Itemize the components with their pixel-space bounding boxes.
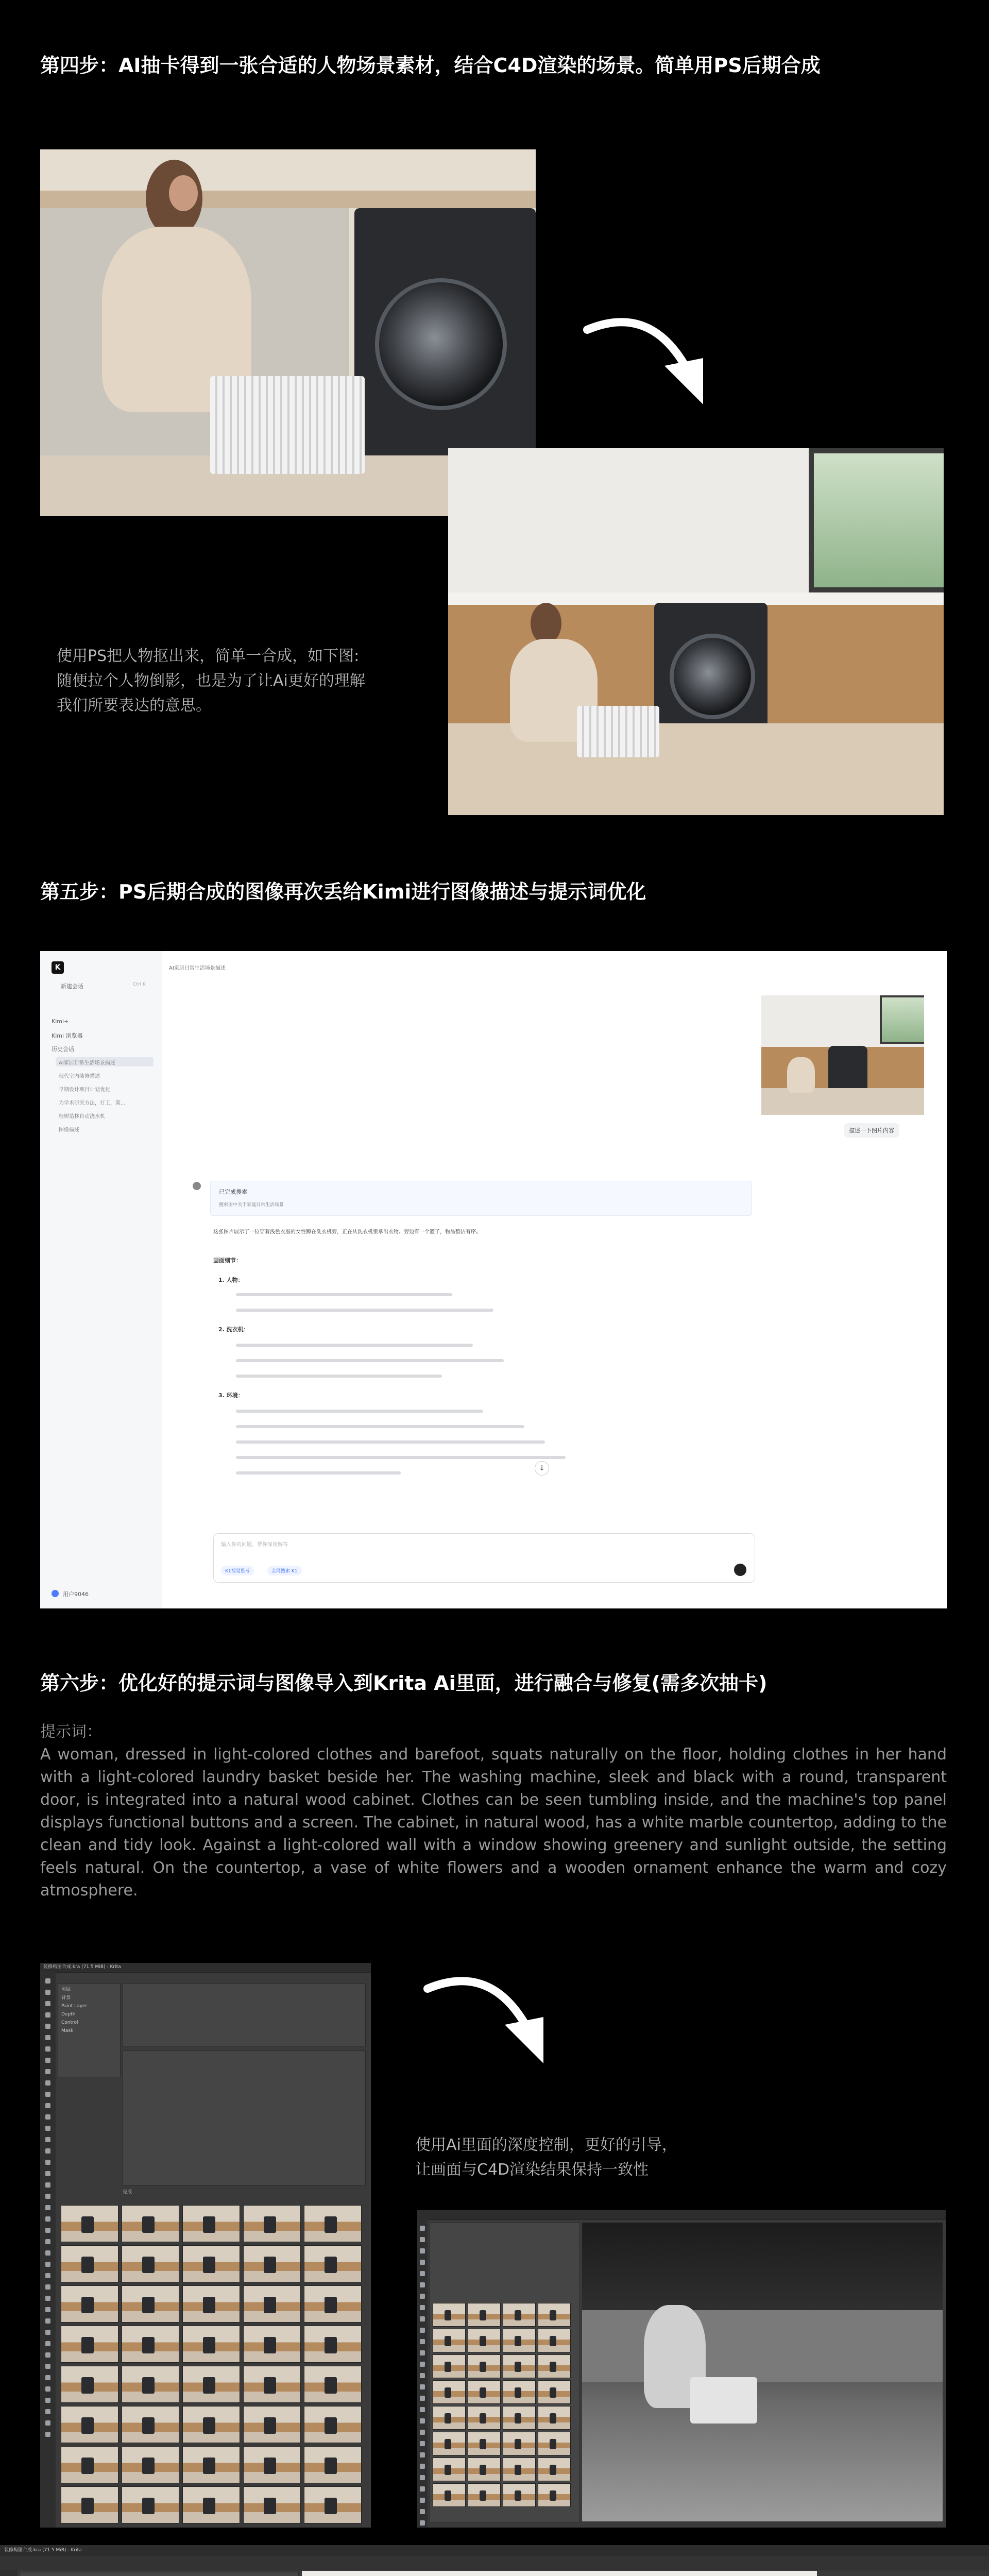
ps-composite-photo [448,448,944,815]
history-thumbnail[interactable] [503,2329,536,2352]
history-thumbnail[interactable] [243,2285,301,2323]
nav-kimi-plus[interactable]: Kimi+ [52,1018,69,1025]
prompt-panel[interactable] [123,1984,366,2046]
kimi-screenshot [40,951,947,1608]
history-thumbnail[interactable] [433,2432,466,2455]
history-thumbnail[interactable] [468,2483,501,2507]
uploaded-image[interactable] [761,995,924,1115]
tool-icon[interactable] [420,2339,425,2344]
tool-icon[interactable] [45,2160,50,2165]
history-thumbnail[interactable] [503,2406,536,2430]
tool-icon[interactable] [45,2126,50,2131]
tool-icon[interactable] [45,2046,50,2052]
history-item[interactable]: 现代室内装修描述 [59,1074,100,1079]
krita-screenshot-1 [40,1963,371,2528]
krita-menubar [40,1963,371,1973]
tool-icon[interactable] [45,2080,50,2086]
history-thumbnail[interactable] [243,2486,301,2523]
history-thumbnail[interactable] [503,2303,536,2327]
tool-icon[interactable] [420,2271,425,2276]
curved-arrow-icon [582,309,716,407]
note-line: 让画面与C4D渲染结果保持一致性 [415,2161,649,2179]
krita-screenshot-final [0,2545,989,2576]
history-thumbnail[interactable] [503,2380,536,2404]
history-thumbnail[interactable] [61,2406,118,2443]
shortcut-label: Ctrl K [133,982,146,987]
tool-icon[interactable] [420,2260,425,2265]
history-thumbnail[interactable] [122,2486,179,2523]
history-thumbnail[interactable] [182,2326,240,2363]
history-thumbnail[interactable] [538,2303,571,2327]
tool-icon[interactable] [420,2373,425,2378]
history-thumbnail[interactable] [304,2245,362,2282]
step4-note [57,644,365,718]
tool-icon[interactable] [45,2296,50,2301]
history-thumbnail[interactable] [61,2285,118,2323]
tool-icon[interactable] [420,2328,425,2333]
history-thumbnail[interactable] [182,2205,240,2242]
layer-item[interactable]: Mask [61,2028,74,2033]
history-thumbnail[interactable] [468,2380,501,2404]
tool-icon[interactable] [45,2273,50,2278]
toolbox [0,2570,18,2576]
history-thumbnail[interactable] [243,2406,301,2443]
step5-heading: 第五步：PS后期合成的图像再次丢给Kimi进行图像描述与提示词优化 [40,880,646,903]
history-thumbnail[interactable] [304,2406,362,2443]
tool-icon[interactable] [420,2396,425,2401]
tool-icon[interactable] [45,2250,50,2256]
tool-icon[interactable] [45,2432,50,2437]
history-thumbnail[interactable] [182,2446,240,2483]
history-thumbnail[interactable] [538,2483,571,2507]
item-heading: 3. 环境： [218,1392,244,1399]
history-thumbnail[interactable] [433,2483,466,2507]
history-thumbnail[interactable] [304,2285,362,2323]
history-thumbnail[interactable] [304,2326,362,2363]
kimi-avatar [193,1182,201,1190]
history-thumbnail[interactable] [433,2354,466,2378]
tool-icon[interactable] [420,2418,425,2424]
layer-item[interactable]: Control [61,2020,78,2025]
history-thumbnail[interactable] [538,2329,571,2352]
history-thumbnail[interactable] [304,2366,362,2403]
item-heading: 1. 人物： [218,1277,244,1283]
tool-icon[interactable] [45,2284,50,2290]
history-thumbnail[interactable] [182,2486,240,2523]
history-thumbnail[interactable] [468,2329,501,2352]
tool-icon[interactable] [45,2194,50,2199]
history-thumbnail[interactable] [503,2458,536,2481]
krita-menubar [417,2210,946,2220]
tool-icon[interactable] [420,2464,425,2469]
prompt-block [40,1721,947,1902]
final-render [302,2571,989,2576]
tool-icon[interactable] [420,2430,425,2435]
history-thumbnail[interactable] [243,2245,301,2282]
tool-icon[interactable] [45,2148,50,2154]
history-thumbnail[interactable] [243,2326,301,2363]
history-thumbnail[interactable] [122,2366,179,2403]
avatar[interactable] [52,1590,59,1597]
tool-icon[interactable] [420,2350,425,2355]
scroll-down-icon[interactable]: ↓ [535,1461,549,1476]
new-chat-button[interactable]: 新建会话 [61,983,83,990]
tool-icon[interactable] [45,2216,50,2222]
tool-icon[interactable] [45,2307,50,2312]
tool-icon[interactable] [45,2262,50,2267]
tool-icon[interactable] [420,2520,425,2526]
history-item[interactable]: 图像描述 [59,1127,79,1133]
tool-icon[interactable] [45,2330,50,2335]
history-thumbnail[interactable] [538,2432,571,2455]
tool-icon[interactable] [420,2407,425,2412]
note-line: 使用PS把人物抠出来，简单一合成，如下图: [57,647,360,665]
history-item[interactable]: AI家居日常生活场景描述 [59,1060,115,1066]
tool-icon[interactable] [45,2137,50,2142]
tool-icon[interactable] [420,2498,425,2503]
history-thumbnail[interactable] [538,2458,571,2481]
history-thumbnail[interactable] [122,2446,179,2483]
history-thumbnail[interactable] [122,2406,179,2443]
curved-arrow-icon [422,1968,556,2066]
tool-icon[interactable] [45,2092,50,2097]
history-item[interactable]: 植树造林自动浇水机 [59,1114,105,1120]
history-thumbnail[interactable] [468,2354,501,2378]
tool-icon[interactable] [420,2305,425,2310]
tool-icon[interactable] [45,2228,50,2233]
nav-browser[interactable]: Kimi 浏览器 [52,1032,83,1039]
search-result-card[interactable] [210,1181,752,1216]
history-thumbnail[interactable] [182,2285,240,2323]
history-thumbnail[interactable] [433,2380,466,2404]
tool-icon[interactable] [45,2420,50,2426]
history-thumbnail[interactable] [243,2366,301,2403]
history-thumbnail[interactable] [182,2406,240,2443]
history-thumbnail[interactable] [433,2458,466,2481]
history-thumbnail[interactable] [243,2446,301,2483]
web-search-toggle[interactable]: 全网搜索 K1 [267,1566,302,1575]
history-item[interactable]: 早期设计项目计划优化 [59,1087,110,1093]
history-thumbnail[interactable] [468,2406,501,2430]
history-thumbnail[interactable] [61,2486,118,2523]
tool-icon[interactable] [45,2171,50,2176]
history-thumbnail[interactable] [61,2446,118,2483]
kimi-sidebar [40,951,162,1608]
send-button[interactable] [734,1564,746,1576]
tool-icon[interactable] [45,2318,50,2324]
tool-icon[interactable] [420,2475,425,2480]
tool-icon[interactable] [45,2386,50,2392]
note-line: 使用Ai里面的深度控制，更好的引导， [415,2136,677,2154]
tool-icon[interactable] [420,2452,425,2458]
tool-icon[interactable] [45,2364,50,2369]
user-name: 用户9046 [63,1591,89,1598]
history-thumbnail[interactable] [61,2245,118,2282]
chat-input[interactable] [213,1533,755,1583]
tool-icon[interactable] [420,2509,425,2514]
step6-note [415,2133,677,2182]
tool-icon[interactable] [420,2362,425,2367]
history-thumbnail[interactable] [182,2366,240,2403]
tool-icon[interactable] [45,2239,50,2244]
prompt-text: A woman, dressed in light-colored clothes and barefoot, squats naturally on the floor, holding clothes in her hand with a light-colored laundry basket beside her. The washing machine, sleek and black with a round, transparent door, is integrated into a natural wood cabinet. Clothes can be seen tumbling inside, and the machine's top panel displays functional buttons and a screen. The cabinet, in natural wood, has a white marble countertop, adding to the clean and tidy look. Against a light-colored wall with a window showing greenery and sunlight outside, the setting feels natural. On the countertop, a vase of white flowers and a wooden ornament enhance the warm and cozy atmosphere. [40,1745,947,1900]
history-thumbnail[interactable] [538,2380,571,2404]
krita-title: 装修构图合成.kra (71.5 MiB) - Krita [4,2548,82,2553]
tool-icon[interactable] [45,1990,50,1995]
toolbox [417,2219,428,2528]
tool-icon[interactable] [420,2441,425,2446]
layer-item[interactable]: Depth [61,2012,76,2017]
history-thumbnail[interactable] [304,2446,362,2483]
tool-icon[interactable] [45,2375,50,2380]
tool-icon[interactable] [45,2069,50,2074]
history-thumbnail[interactable] [433,2406,466,2430]
history-thumbnail[interactable] [122,2285,179,2323]
tool-icon[interactable] [420,2316,425,2321]
k1-vision-toggle[interactable]: K1视觉思考 [221,1566,254,1575]
tool-icon[interactable] [420,2237,425,2242]
history-thumbnail[interactable] [304,2486,362,2523]
search-sub: 搜索图中关于家庭日常生活场景 [219,1202,284,1208]
tool-icon[interactable] [420,2282,425,2287]
tool-icon[interactable] [45,2398,50,2403]
prompt-panel[interactable] [20,2572,299,2576]
status-text: 完成 [123,2190,132,2195]
history-thumbnail[interactable] [304,2205,362,2242]
tool-icon[interactable] [45,2058,50,2063]
history-thumbnail[interactable] [122,2326,179,2363]
history-thumbnail[interactable] [538,2354,571,2378]
krita-screenshot-depth [417,2210,946,2528]
tool-icon[interactable] [45,2205,50,2210]
note-line: 我们所要表达的意思。 [57,697,211,715]
tool-icon[interactable] [45,2341,50,2346]
input-placeholder: 输入你的问题，帮你深度解答 [221,1542,288,1548]
item-heading: 2. 洗衣机： [218,1326,249,1333]
tool-icon[interactable] [45,2001,50,2006]
step6-heading: 第六步：优化好的提示词与图像导入到Krita Ai里面，进行融合与修复(需多次抽卡) [40,1672,768,1694]
tool-icon[interactable] [420,2248,425,2253]
history-thumbnail[interactable] [61,2366,118,2403]
history-thumbnail[interactable] [503,2483,536,2507]
tool-icon[interactable] [420,2486,425,2492]
tool-icon[interactable] [45,2012,50,2018]
note-line: 随便拉个人物倒影，也是为了让Ai更好的理解 [57,672,365,690]
control-panel[interactable] [123,2050,366,2185]
layers-panel [58,1984,121,2077]
step4-heading: 第四步：AI抽卡得到一张合适的人物场景素材，结合C4D渲染的场景。简单用PS后期合成 [40,54,821,77]
layer-item[interactable]: 图层 [61,1987,71,1992]
tool-icon[interactable] [45,2114,50,2120]
depth-map-canvas[interactable] [582,2223,943,2521]
chat-title: AI家居日常生活场景描述 [169,965,226,971]
history-thumbnail[interactable] [433,2329,466,2352]
history-thumbnail[interactable] [468,2458,501,2481]
history-thumbnail[interactable] [433,2303,466,2327]
tool-icon[interactable] [420,2384,425,2389]
prompt-label: 提示词： [40,1723,102,1741]
krita-menubar [0,2545,989,2557]
layer-item[interactable]: 背景 [61,1995,71,2001]
search-status: 已完成搜索 [219,1189,247,1195]
tool-icon[interactable] [420,2226,425,2231]
answer-intro: 这张图片展示了一位穿着浅色衣服的女性蹲在洗衣机旁，正在从洗衣机里拿出衣物。旁边有一个篮子，物品整洁有序。 [213,1229,481,1235]
history-thumbnail[interactable] [243,2205,301,2242]
tool-icon[interactable] [45,2182,50,2188]
krita-title: 装修构图合成.kra (71.5 MiB) - Krita [43,1964,121,1970]
history-thumbnail[interactable] [538,2406,571,2430]
kimi-logo: K [52,961,64,974]
history-thumbnail[interactable] [122,2245,179,2282]
tool-icon[interactable] [45,2035,50,2040]
history-thumbnail[interactable] [503,2354,536,2378]
tool-icon[interactable] [420,2294,425,2299]
history-thumbnail[interactable] [182,2245,240,2282]
user-message: 描述一下图片内容 [844,1123,899,1138]
tool-icon[interactable] [45,1978,50,1984]
history-thumbnail[interactable] [61,2326,118,2363]
history-thumbnail[interactable] [61,2205,118,2242]
history-thumbnail[interactable] [468,2432,501,2455]
nav-history[interactable]: 历史会话 [52,1046,74,1053]
history-thumbnail[interactable] [503,2432,536,2455]
tool-icon[interactable] [45,2024,50,2029]
history-thumbnail[interactable] [122,2205,179,2242]
tool-icon[interactable] [45,2409,50,2414]
section-title: 画面细节： [213,1257,242,1264]
tool-icon[interactable] [45,2103,50,2108]
layer-item[interactable]: Paint Layer [61,2004,88,2009]
history-thumbnail[interactable] [468,2303,501,2327]
tool-icon[interactable] [45,2352,50,2358]
toolbox [40,1972,56,2528]
history-item[interactable]: 为学术研究方法，打工，策... [59,1100,126,1106]
krita-toolbar[interactable] [0,2556,989,2570]
